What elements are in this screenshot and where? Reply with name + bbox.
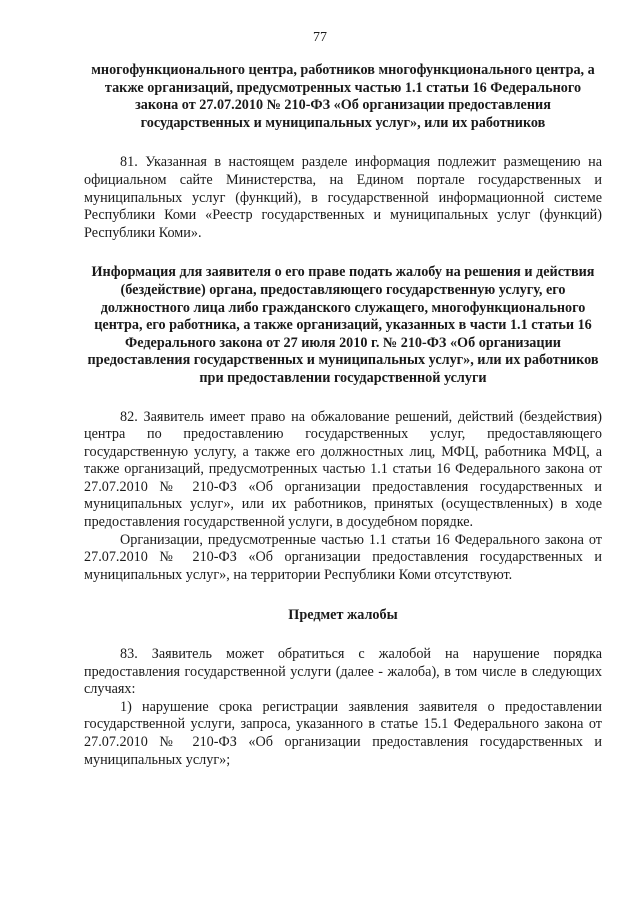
section-heading-complaint-right: Информация для заявителя о его праве подать жалобу на решения и действия (бездействие) органа, предоставляющего государственную услугу, его должностного лица либо гражданского служащего, многофункционального центра, его работника, а также организаций, указанных в части 1.1 статьи 16 Федерального закона от 27 июля 2010 г. № 210-ФЗ «Об организации предоставления государственных и муниципальных услуг», или их работников при предоставлении государственной услуги: [87, 264, 599, 386]
paragraph-83: 83. Заявитель может обратиться с жалобой на нарушение порядка предоставления государственной услуги (далее - жалоба), в том числе в следующих случаях:: [84, 646, 602, 698]
page-number: 77: [313, 30, 327, 45]
section-heading-complaint-subject: Предмет жалобы: [288, 607, 398, 624]
paragraph-82-organizations: Организации, предусмотренные частью 1.1 статьи 16 Федерального закона от 27.07.2010 № 210-ФЗ «Об организации предоставления государственных и муниципальных услуг», на территории Республики Коми отсутствуют.: [84, 531, 602, 583]
paragraph-83-item-1: 1) нарушение срока регистрации заявления заявителя о предоставлении государственной услуги, запроса, указанного в статье 15.1 Федерального закона от 27.07.2010 № 210-ФЗ «Об организации предоставления государственных и муниципальных услуг»;: [84, 698, 602, 768]
document-body: [84, 62, 602, 769]
paragraph-82: 82. Заявитель имеет право на обжалование решений, действий (бездействия) центра по предоставлению государственных услуг, предоставляющего государственную услугу, а также его должностных лиц, МФЦ, работника МФЦ, а также организаций, предусмотренных частью 1.1 статьи 16 Федерального закона от 27.07.2010 № 210-ФЗ «Об организации предоставления государственных и муниципальных услуг», или их работников, принятых (осуществленных) в ходе предоставления государственной услуги, в досудебном порядке.: [84, 408, 602, 531]
section-heading-continuation: многофункционального центра, работников многофункционального центра, а также организаций, предусмотренных частью 1.1 статьи 16 Федерального закона от 27.07.2010 № 210-ФЗ «Об организации предоставления государственных и муниципальных услуг», или их работников: [91, 62, 595, 131]
paragraph-81: 81. Указанная в настоящем разделе информация подлежит размещению на официальном сайте Министерства, на Едином портале государственных и муниципальных услуг (функций), в государственной информационной системе Республики Коми «Реестр государственных и муниципальных услуг (функций) Республики Коми».: [84, 154, 602, 241]
